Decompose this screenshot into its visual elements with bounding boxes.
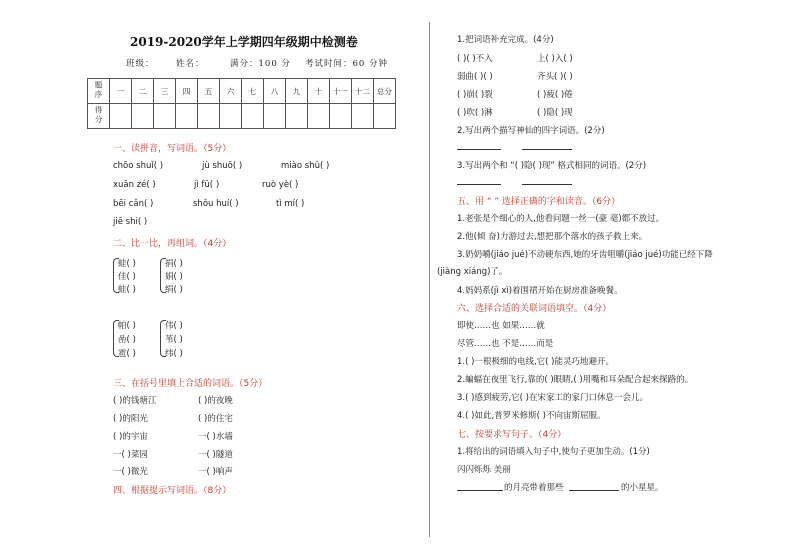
fill-item: ( )的阳光 — [113, 414, 148, 424]
score-col-total: 总分 — [374, 79, 396, 104]
fill-item: 一( )微光 — [113, 467, 148, 477]
s7-sentence-mid: 的月亮带着那些 — [504, 483, 564, 493]
score-col-11: 十一 — [330, 79, 352, 104]
idiom-item: ( )( )不入 — [457, 54, 493, 64]
s6-options-1: 即使……也 如果……就 — [457, 321, 545, 331]
score-cell[interactable] — [308, 104, 330, 129]
score-col-12: 十二 — [352, 79, 374, 104]
fill-item: 一( )水墙 — [198, 432, 233, 442]
score-cell[interactable] — [198, 104, 220, 129]
class-label: 班级： — [126, 59, 155, 69]
s6-line-4: 4.( )如此,普罗米修斯( )不向宙斯屈服。 — [457, 411, 606, 421]
compare-item: 纬( ) — [165, 349, 183, 359]
score-cell[interactable] — [264, 104, 286, 129]
idiom-item: ( )疲( )倦 — [537, 90, 573, 100]
r2-title: 2.写出两个描写神仙的四字词语。(2分) — [457, 126, 605, 136]
idiom-item: 弱曲( )( ) — [457, 72, 493, 82]
section-4-title: 四、根据提示写词语。（8分） — [113, 486, 232, 496]
s5-line-1: 1.老张是个细心的人,他看问题一丝一(豪 毫)都不放过。 — [457, 214, 665, 224]
score-cell[interactable] — [242, 104, 264, 129]
compare-item: 帕( ) — [118, 321, 136, 331]
pinyin-item: shǒu huí( ) — [193, 199, 239, 209]
r3-title: 3.写出两个和 “( )隐( )现” 格式相同的词语。(2分) — [457, 161, 647, 171]
section-3-title: 三、在括号里填上合适的词语。（5分） — [113, 379, 268, 389]
section-2-title: 二、比一比，再组词。（4分） — [113, 239, 232, 249]
fill-item: ( )的住宅 — [198, 414, 233, 424]
score-table-header-row — [88, 79, 396, 104]
score-cell[interactable] — [286, 104, 308, 129]
s7-sentence-end: 的小星星。 — [621, 483, 664, 493]
answer-line[interactable] — [457, 149, 501, 150]
compare-item: 蛙( ) — [118, 285, 136, 295]
score-col-1: 一 — [110, 79, 132, 104]
fill-item: 一( )响声 — [198, 467, 233, 477]
s6-options-2: 尽管……也 不是……而是 — [457, 339, 554, 349]
score-col-3: 三 — [154, 79, 176, 104]
score-col-9: 九 — [286, 79, 308, 104]
compare-item: 雹( ) — [118, 349, 136, 359]
pinyin-item: bēi cǎn( ) — [113, 199, 154, 209]
score-table-score-row — [88, 104, 396, 129]
idiom-item: ( )隐( )现 — [537, 108, 573, 118]
s5-line-3: 3.奶奶嚼(jiáo jué)不动硬东西,她的牙齿咀嚼(jiáo jué)功能已经下降 — [457, 250, 713, 260]
answer-line[interactable] — [522, 184, 572, 185]
fill-item: ( )的夜晚 — [198, 396, 233, 406]
section-1-title: 一、读拼音，写词语。（5分） — [113, 144, 232, 154]
score-cell[interactable] — [330, 104, 352, 129]
pinyin-item: tì mí( ) — [276, 199, 305, 209]
score-cell[interactable] — [154, 104, 176, 129]
s5-line-3-cont: (jiàng xiáng)了。 — [437, 267, 508, 277]
pinyin-item: jiē shi( ) — [113, 217, 148, 227]
score-cell[interactable] — [220, 104, 242, 129]
compare-item: 苇( ) — [165, 335, 183, 345]
pinyin-item: jì fū( ) — [194, 180, 220, 190]
exam-title: 2019-2020学年上学期四年级期中检测卷 — [130, 35, 358, 49]
compare-item: 佳( ) — [118, 272, 136, 282]
section-6-title: 六、选择合适的关联词语填空。（4分） — [457, 304, 612, 314]
full-score-label: 满分：100 分 — [230, 59, 291, 69]
fill-item: 一( )菜园 — [113, 450, 148, 460]
compare-item: 捐( ) — [165, 259, 183, 269]
score-col-5: 五 — [198, 79, 220, 104]
name-label: 姓名： — [176, 59, 205, 69]
compare-item: 娟( ) — [165, 272, 183, 282]
score-col-2: 二 — [132, 79, 154, 104]
fill-item: ( )的宇宙 — [113, 432, 148, 442]
s5-line-4: 4.妈妈系(jì xì)着围裙开始在厨房准备晚餐。 — [457, 286, 623, 296]
s7-line-1: 1.将给出的词语填入句子中,使句子更加生动。(1分) — [457, 447, 650, 457]
answer-line[interactable] — [457, 490, 503, 491]
s6-line-3: 3.( )感到疲劳,它( )在宋家工的家门口休息一会儿。 — [457, 393, 648, 403]
score-col-10: 十 — [308, 79, 330, 104]
idiom-item: 上( )入( ) — [537, 54, 573, 64]
pinyin-item: chōo shuǐ( ) — [113, 161, 164, 171]
score-cell[interactable] — [374, 104, 396, 129]
score-table — [87, 78, 396, 129]
score-col-8: 八 — [264, 79, 286, 104]
pinyin-item: jù shuō( ) — [202, 161, 243, 171]
s5-line-2: 2.他(倾 奋)力游过去,想把那个落水的孩子救上来。 — [457, 232, 648, 242]
score-table-header-label: 题序 — [88, 79, 110, 104]
compare-item: 伟( ) — [165, 321, 183, 331]
exam-time-label: 考试时间：60 分钟 — [305, 59, 389, 69]
pinyin-item: miào shǔ( ) — [281, 161, 330, 171]
compare-item: 蛙( ) — [118, 259, 136, 269]
compare-item: 绢( ) — [165, 285, 183, 295]
idiom-item: 齐头( )( ) — [537, 72, 573, 82]
compare-item: 嵒( ) — [118, 335, 136, 345]
answer-line[interactable] — [457, 184, 501, 185]
r1-title: 1.把词语补充完成。(4分) — [457, 35, 554, 45]
score-col-7: 七 — [242, 79, 264, 104]
answer-line[interactable] — [569, 490, 619, 491]
score-col-6: 六 — [220, 79, 242, 104]
score-cell[interactable] — [132, 104, 154, 129]
fill-item: 一( )隧道 — [198, 450, 233, 460]
pinyin-item: ruò yè( ) — [262, 180, 299, 190]
column-divider — [429, 22, 430, 537]
idiom-item: ( )吹( )淋 — [457, 108, 493, 118]
pinyin-item: xuān zé( ) — [113, 180, 156, 190]
section-5-title: 五、用 “ ” 选择正确的字和读音。（6分） — [457, 197, 621, 207]
fill-item: ( )的钱塘江 — [113, 396, 157, 406]
score-cell[interactable] — [110, 104, 132, 129]
answer-line[interactable] — [522, 149, 572, 150]
s6-line-2: 2.蝙蝠在夜里飞行,靠的( )眼睛,( )用嘴和耳朵配合起来探路的。 — [457, 375, 694, 385]
idiom-item: ( )崩( )裂 — [457, 90, 493, 100]
score-table-score-label: 得分 — [88, 104, 110, 129]
s6-line-1: 1.( )一根极细的电线,它( )能灵巧地避开。 — [457, 357, 614, 367]
score-cell[interactable] — [176, 104, 198, 129]
s7-words: 闪闪烁烁 美丽 — [457, 465, 511, 475]
score-col-4: 四 — [176, 79, 198, 104]
score-cell[interactable] — [352, 104, 374, 129]
section-7-title: 七、按要求写句子。（4分） — [457, 430, 567, 440]
